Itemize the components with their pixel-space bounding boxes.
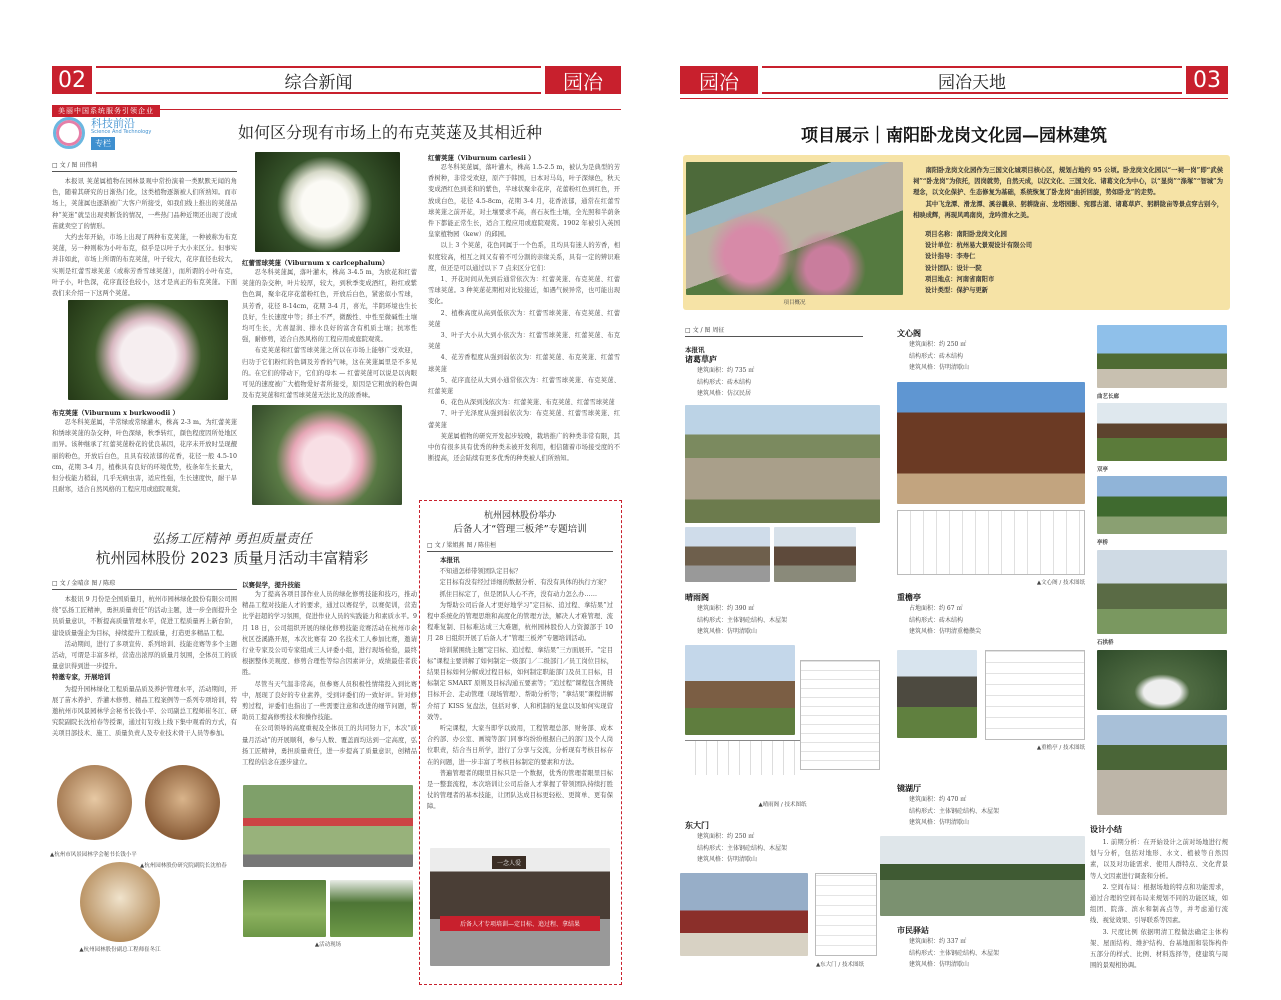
article2-col2 <box>242 580 417 768</box>
spec: 建筑风格：仿明清重檐攒尖 <box>909 628 982 635</box>
photo-label: 亭桥 <box>1097 540 1109 546</box>
photo-speaker-2 <box>145 765 220 840</box>
photo-wenxin-pavilion <box>897 382 1085 504</box>
photo-burkwood-flower <box>68 300 228 400</box>
photo-pink-flower <box>252 405 402 505</box>
column-badge <box>53 115 183 155</box>
spec: 建筑面积：约 735 ㎡ <box>697 367 755 374</box>
photo-zhuge-caolu <box>685 405 880 523</box>
caption: ▲杭州园林股份研究院副院长沈柏春 <box>140 863 227 869</box>
building-name: 镜湖厅 <box>897 784 921 793</box>
photo-label: 曲艺长廊 <box>1097 394 1120 400</box>
spec: 建筑风格：仿明清歇山 <box>909 819 970 826</box>
paragraph: 其中飞龙潭、滑龙潭、溪谷曩泉、躬耕陇亩、龙塔园影、宛郡古道、诸葛草庐、躬耕陇亩等景点穿古别今，相映成辉，再现风鸣南岗，龙吟淯水之美。 <box>913 200 1223 219</box>
building-dongdamen <box>685 820 875 866</box>
building-jinghu <box>897 783 1087 829</box>
species-name: 红蕾雪球荚蒾（Viburnum x carlcephalum） <box>242 259 389 267</box>
slogan-strip <box>52 98 621 115</box>
signboard: 一念人爱 <box>492 856 526 869</box>
spec: 建筑面积：约 250 ㎡ <box>697 833 755 840</box>
paragraph: 定目标有没有经过详细的数据分析、有没有具体的执行方案？ <box>439 579 610 587</box>
spec: 结构形式：主体钢砼结构、木屋架 <box>697 844 788 852</box>
paragraph: 忍冬科荚蒾属，半常绿或常绿灌木，株高 2-3 m。为红蕾荚蒾和绣球荚蒾的杂交种，叶色深绿，秋季转红，颜色程度因所处地区而异。该种继承了红蕾荚蒾粉花的优良基因，花序未开放时呈现靓丽的粉色，开放后白色，且具有较浓郁的花香，花径一般 4.5-10 cm，花期 3-4 月，植株具有良好的环境优势，枝条年生长量大，但分枝能力稍弱，几乎无病虫害，适应性强，生长速度快，耐干旱且耐寒，适合自然风格的工程应用或庭院观赏。 <box>52 419 237 494</box>
summary-item: 1. 前期分析：在开始设计之前对场地进行规划与分析，包括对地形、水文、植被等自然因素，以及对功能需求、使用人群特点、文化背景等人文因素进行调查和分析。 <box>1090 839 1228 880</box>
spec: 建筑风格：仿明清歇山 <box>697 628 758 635</box>
species-name: 布克荚蒾（Viburnum x burkwoodii ） <box>52 409 180 417</box>
atom-icon <box>53 117 85 149</box>
masthead-logo: 园冶 <box>545 66 621 94</box>
spec: 结构形式：砖木结构 <box>909 616 964 624</box>
paragraph: 尽管当天气温非常高，但参赛人员积极性情绪投入到比赛中，展现了良好的专业素养，受到评委们的一致好评。针对修剪过程，评委们也指出了一些需要注意和改进的细节问题，帮助员工提高修剪技术和操作技能。 <box>242 680 417 722</box>
paragraph: 忍冬科荚蒾属，落叶灌木，株高 3-4.5 m，为欧花和红蕾荚蒾的杂交种，叶片较厚，较大，到秋季变成酒红，粉红或紫色色调，聚伞花序花蕾粉红色，开放后白色，紧密似小雪球，具芳香，花径 8-14cm，花期 3-4 月，喜光，半阴环境也生长良好，生长速度中等；择土不严，微酸性、中性至微碱性土壤均可生长，尤喜湿润、排水良好的富含有机质土壤；抗寒性强，耐修剪，适合自然风格的工程应用或庭院观赏。 <box>242 269 417 344</box>
fact: 设计单位：杭州易大景观设计有限公司 <box>925 242 1033 250</box>
species1 <box>52 408 237 495</box>
building-name: 市民驿站 <box>897 926 929 935</box>
paragraph: 5、花序直径从大到小通常依次为：红蕾雪球荚蒾、布克荚蒾、红蕾荚蒾 <box>428 376 620 396</box>
caption: ▲晴雨阁 / 技术图纸 <box>758 802 807 808</box>
caption: ▲重檐亭 / 技术图纸 <box>1036 745 1085 751</box>
drawing-qingyu <box>685 740 800 775</box>
paragraph: 为帮助公司后备人才更好地学习“定目标、追过程、拿结果”过程中系统化的管理思维和高度化的管理方法，解决人才难管理、流程难复制、目标难达成三大难题，杭州园林股份人力资源部于 10 月 28 日组织开展了后备人才“管理三板斧”专题培训活动。 <box>427 601 613 643</box>
fact: 设计类型：保护与更新 <box>925 287 988 295</box>
summary-item: 2. 空间布局：根据场地的特点和功能需求，通过合理的空间布局来规划不同的功能区域，如组团、院落、滨水和制高点等，并考虑通行流线、视觉效果、引导联系等因素。 <box>1090 883 1228 925</box>
drawing-east-gate <box>815 873 877 956</box>
spec: 建筑面积：约 250 ㎡ <box>909 341 967 348</box>
building-name: 东大门 <box>685 821 709 830</box>
fact: 项目名称：南阳卧龙岗文化园 <box>925 231 1007 239</box>
building-name: 晴雨阁 <box>685 593 709 602</box>
banner: 后备人才专项培训—定目标、追过程、拿结果 <box>440 916 600 931</box>
paragraph: 3、叶子大小从大到小依次为：红蕾雪球荚蒾、红蕾荚蒾、布克荚蒾 <box>428 332 620 351</box>
paragraph: 活动期间，进行了多项宣传、系列培训、技能竞赛等多个主题活动，可谓是丰富多样，营造出浓厚的质量月氛围，全体员工的质量意识得到进一步提升。 <box>52 640 237 671</box>
paragraph: 本报讯 9 月份是全国质量月，杭州市园林绿化股份有限公司围绕“弘扬工匠精神，勇担质量责任”的活动主题，进一步全面提升全员质量意识，不断提高质量管理水平，促进工程质量再上新台阶，建设质量强企为目标，持续提升工程质量，打造更多精品工程。 <box>52 596 237 637</box>
building-wenxin <box>897 328 1087 374</box>
photo-caolu-3 <box>774 527 856 582</box>
design-summary <box>1090 824 1228 971</box>
spec: 结构形式：砖木结构 <box>697 378 752 386</box>
lead: 本报讯 <box>440 556 460 564</box>
article1-col3 <box>428 153 620 464</box>
subheading: 以赛促学，提升技能 <box>242 581 301 589</box>
paragraph: 听完课程，大家当即学以致用，工程管理总部、财务部、成本合约部、办公室、画境等部门同事均纷纷根据自己的部门及个人岗位职责，结合当日所学，进行了分享与交流，分析现有考核目标存在的问题，进一步丰富了考核目标制定的要素和方法。 <box>427 725 613 766</box>
building-name: 重檐亭 <box>897 593 921 602</box>
article3-title-line1: 杭州园林股份举办 <box>483 511 556 521</box>
species2 <box>242 258 417 401</box>
species-name: 红蕾荚蒾（Viburnum carlesii ） <box>428 154 535 162</box>
summary-title: 设计小结 <box>1090 825 1122 834</box>
spec: 建筑面积：约 337 ㎡ <box>909 938 967 945</box>
photo-label: 石拱桥 <box>1097 640 1114 646</box>
photo-pruning-2 <box>330 880 413 937</box>
photo-quyi-corridor <box>1097 325 1227 388</box>
paragraph: 7、叶子光泽度从强到弱依次为：布克荚蒾、红蕾雪球荚蒾、红蕾荚蒾 <box>428 410 620 429</box>
spec: 建筑面积：约 470 ㎡ <box>909 796 967 803</box>
photo-stone-path <box>1097 715 1227 815</box>
photo-overview-aerial <box>686 162 903 295</box>
caption: ▲活动现场 <box>314 942 342 948</box>
slogan: 美丽中国系统服务引领企业 <box>52 105 160 117</box>
building-chongyan <box>897 592 1087 638</box>
article-title: 如何区分现有市场上的布克荚蒾及其相近种 <box>237 123 542 142</box>
fact: 项目地点：河南省南阳市 <box>925 275 995 283</box>
spec: 占地面积：约 67 ㎡ <box>909 605 963 612</box>
project-facts <box>913 229 1223 296</box>
spec: 结构形式：主体钢砼结构、木屋架 <box>909 807 1000 815</box>
paragraph: 4、花芳香程度从强到弱依次为：红蕾荚蒾、布克荚蒾、红蕾雪球荚蒾 <box>428 354 620 373</box>
photo-pruning-1 <box>243 880 326 937</box>
masthead-logo: 园冶 <box>680 66 758 94</box>
article3-body <box>427 540 613 813</box>
fact: 设计团队：设计一院 <box>925 264 982 272</box>
article1-col1 <box>52 160 237 299</box>
section-title: 综合新闻 <box>96 66 541 94</box>
caption: ▲文心阁 / 技术图纸 <box>1036 580 1085 586</box>
byline-block <box>685 325 863 400</box>
page-headline: 项目展示｜南阳卧龙岗文化园—园林建筑 <box>801 126 1107 146</box>
byline: □ 文 / 金晴彦 图 / 陈琼 <box>52 578 237 590</box>
article2-title: 杭州园林股份 2023 质量月活动丰富精彩 <box>95 549 369 567</box>
spec: 结构形式：主体钢砼结构、木屋架 <box>697 616 788 624</box>
drawing-wenxin <box>897 510 1085 575</box>
page-number: 03 <box>1186 66 1228 94</box>
paragraph: 布克荚蒾和红蕾雪球荚蒾之所以在市场上能够广受欢迎，归功于它们粉红的色调及芳香的气味，这在荚蒾属里是不多见的。在它们的带动下，它们的母本 — 红蕾荚蒾可以说是以肉眼可见的速度被广大植物爱好者所接受，原因是它粗放的粉色调及布克荚蒾和红蕾雪球荚蒾无法比及的浓香味。 <box>242 347 417 400</box>
paragraph: 普遍管理者的眼里目标只是一个数据，优秀的管理者眼里目标是一整套流程，本次培训让公司后备人才掌握了带领团队持续打胜仗的管理者的基本技能，让团队达成目标更轻松、更简单、更有保障。 <box>427 769 613 811</box>
paragraph: 2、植株高度从高到低依次为：红蕾雪球荚蒾、布克荚蒾、红蕾荚蒾 <box>428 309 620 328</box>
photo-caolu-2 <box>685 527 770 582</box>
photo-speaker-1 <box>57 765 132 840</box>
photo-training-group <box>430 848 610 966</box>
paragraph: 为了提高各项目部作业人员的绿化修剪技能和技巧，推动精品工程对技能人才的要求，通过以赛促学，以赛促训，营造比学赶超的学习氛围，促进作业人员的实践能力和素质水平。9 月 18 日，公司组织开展的绿化修剪技能竞赛活动在杭州市余杭区苍溪路开展，本次比赛有 20 名技术工人参加比赛，邀请行业专家及公司专家组成三人评委小组，进行现场检验，最终根据整体美观度、修剪合理性等综合因素评分，成绩最佳者获胜。 <box>242 591 417 677</box>
page-number: 02 <box>52 66 92 94</box>
paragraph: 培训紧围绕主题“定目标、追过程、拿结果”三方面展开。“定目标”课程主要讲解了如何制定一级部门／二级部门／员工岗位目标，结果目标如何分解成过程目标，如何制定职能部门及员工目标，目标制定 SMART 原则及目标沟通五要素等；“追过程”课程包含围绕目标开会、走动管理（现场管理）、帮助分析等；“拿结果”课程讲解介绍了 KISS 复盘法，包括对事、人和机制的复盘以及如何实现营效等。 <box>427 646 613 721</box>
paragraph: 忍冬科荚蒾属，落叶灌木，株高 1.5-2.5 m，被认为是典型的芳香树种，非常受欢迎，原产于韩国，日本对马岛，叶子深绿色，秋天变成酒红色到柔和的紫色，半球状聚伞花序，花蕾粉红色到红色，开放成白色，花径 4.5-8cm，花期 3-4 月，花香浓郁，通常在红蕾雪球荚蒾之前开花，对土壤要求不高，喜石灰性土壤，全光照和半荫条件下都能正常生长，适合工程应用或庭院观赏。1902 年被引入英国皇家植物园（kew）的邱园。 <box>428 164 620 239</box>
divider <box>680 98 1228 99</box>
spec: 建筑风格：仿明清歇山 <box>909 961 970 968</box>
photo-stone-bridge <box>1097 650 1227 710</box>
photo-pagoda <box>1097 550 1227 634</box>
spec: 结构形式：主体钢砼结构、木屋架 <box>909 949 1000 957</box>
spec: 建筑风格：仿明清歇山 <box>697 856 758 863</box>
paragraph: 本报讯 荚蒾属植物在园林景观中常扮演着一类默默无闻的角色，随着其研究的日渐热门化，这类植物逐渐被人们所熟知。而市场上，荚蒾属也逐渐被广大客户所接受，如我们线上推出的荚蒾品种“荚迷”就呈出现卖断货的情况，一些热门品种近期还出现了没成苗就卖空了的情形。 <box>52 178 237 230</box>
paragraph: 大约去年开始，市场上出现了两种布克荚蒾，一种被称为布克荚蒾，另一种则称为小叶布克，似乎是以叶子大小来区分。但事实并非如此，市场上所谓的布克荚蒾，叶子较大，花序直径也较大，实则是红蕾雪球荚蒾（或称芳香雪球荚蒾），而所谓的小叶布克，叶子小，叶色深，花序直径也较小，这才是真正的布克荚蒾。下面我们来介绍一下这两个荚蒾。 <box>52 234 237 298</box>
photo-twin-pavilion <box>1097 403 1227 461</box>
paragraph: 南阳卧龙岗文化园作为三国文化城项目核心区，规划占地约 95 公顷。卧龙岗文化园以“一祠一岗”即“武侯祠”“卧龙岗”为依托，因岗就势，自然天成，以汉文化、三国文化、诸葛文化为中心，以“显岗”“涤塚”“智城”为理念，以文化保护、生态修复为基础，系统恢复了卧龙岗“曲折回旋，势如卧龙”的走势。 <box>913 167 1223 197</box>
caption: ▲杭州市风景园林学会秘书长钱小平 <box>50 852 137 858</box>
lead: 本报讯 <box>685 346 705 354</box>
paragraph: 为提升园林绿化工程质量品质及养护管理水平，活动期间，开展了苗木养护、乔灌木修剪、精品工程案例等一系列专项培训，特邀杭州市风景园林学会秘书长钱小平、公司副总工程师崔冬江、研究院副院长沈柏春等授课，通过钉钉线上线下集中观看的方式，有关项目部技术、施工、质量负责人及专业技术骨干人员等参加。 <box>52 685 237 738</box>
subheading: 特邀专家，开展培训 <box>52 673 111 682</box>
building-name: 文心阁 <box>897 329 921 338</box>
paragraph: 不知道怎样带领团队定目标？ <box>439 568 522 576</box>
byline: □ 文 / 图 周征 <box>685 325 863 337</box>
photo-group-activity <box>243 785 413 867</box>
article2-col1 <box>52 578 237 740</box>
photo-jinghu-hall <box>880 836 1085 916</box>
caption: 项目概况 <box>783 300 806 306</box>
paragraph: 以上 3 个荚蒾，花色同属于一个色系，且均具有迷人的芳香，相似度较高，相互之间又有着不可分割的亲缘关系，具有一定的辨识难度，但还是可以通过以下 7 点来区分它们： <box>428 242 620 272</box>
paragraph: 6、花色从深到浅依次为：红蕾荚蒾、布克荚蒾、红蕾雪球荚蒾 <box>440 399 615 407</box>
fact: 设计指导：李寿仁 <box>925 253 976 261</box>
photo-label: 双亭 <box>1097 467 1109 473</box>
spec: 建筑风格：仿明清歇山 <box>909 364 970 371</box>
spec: 建筑风格：仿汉民居 <box>697 390 752 397</box>
section-title: 园冶天地 <box>762 66 1182 94</box>
paragraph: 荚蒾属植物的研究开发起步较晚，栽培推广的种类非常有限，其中仿有很多具有优秀的种类未被开发利用，相信随着市场接受度的不断提高，还会陆续有更多优秀的种类被人们所熟知。 <box>428 432 620 463</box>
photo-bridge-pavilion <box>1097 476 1227 534</box>
photo-speaker-3 <box>80 862 160 942</box>
spec: 结构形式：砖木结构 <box>909 352 964 360</box>
photo-qingyu-pavilion <box>685 645 795 735</box>
drawing-qingyu-elevation <box>800 660 880 770</box>
building-name: 诸葛草庐 <box>685 355 717 364</box>
badge-subtitle: Science And Technology <box>91 129 152 135</box>
summary-item: 3. 尺度比例 依据明清工程做法确定主体构架、屋面结构、维护结构、台基地面和装饰构件五部分的样式、比例、材料选择等，使建筑与周围的景观相协调。 <box>1090 928 1228 970</box>
badge-title: 科技前沿 <box>91 117 135 130</box>
paragraph: 在公司领导的高度重视及全体员工的共同努力下，本次“质量月活动”的开展顺利，参与人数、覆盖面均达到一定高度，弘扬工匠精神，勇担质量责任，进一步提高了质量意识，创精品工程的信念在逐步建立。 <box>242 725 417 767</box>
article2-kicker: 弘扬工匠精神 勇担质量责任 <box>151 532 313 547</box>
overview-text <box>913 165 1223 296</box>
photo-east-gate <box>680 873 808 956</box>
paragraph: 1、开花时间从先到后通常依次为：红蕾荚蒾、布克荚蒾、红蕾雪球荚蒾。3 种荚蒾花期相对比较接近，如遇气候异常，也可能出现变化。 <box>428 276 620 306</box>
caption: ▲东大门 / 技术图纸 <box>815 962 865 968</box>
article3-title-line2: 后备人才“管理三板斧”专题培训 <box>453 524 587 535</box>
badge-tag: 专栏 <box>91 137 115 150</box>
drawing-chongyan <box>985 650 1085 740</box>
photo-snowball-flower <box>255 152 400 252</box>
caption: ▲杭州园林股份副总工程师崔冬江 <box>79 947 161 953</box>
spec: 建筑面积：约 390 ㎡ <box>697 605 755 612</box>
byline: □ 文 / 梁姐燕 图 / 陈佳桓 <box>427 540 613 552</box>
byline: □ 文 / 图 田伟莉 <box>52 160 237 172</box>
paragraph: 抓住目标定了，但是团队人心不齐，没有动力怎么办…… <box>439 590 598 598</box>
building-qingyu <box>685 592 875 638</box>
photo-chongyan-pavilion <box>897 650 977 738</box>
building-shimin <box>897 925 1087 971</box>
